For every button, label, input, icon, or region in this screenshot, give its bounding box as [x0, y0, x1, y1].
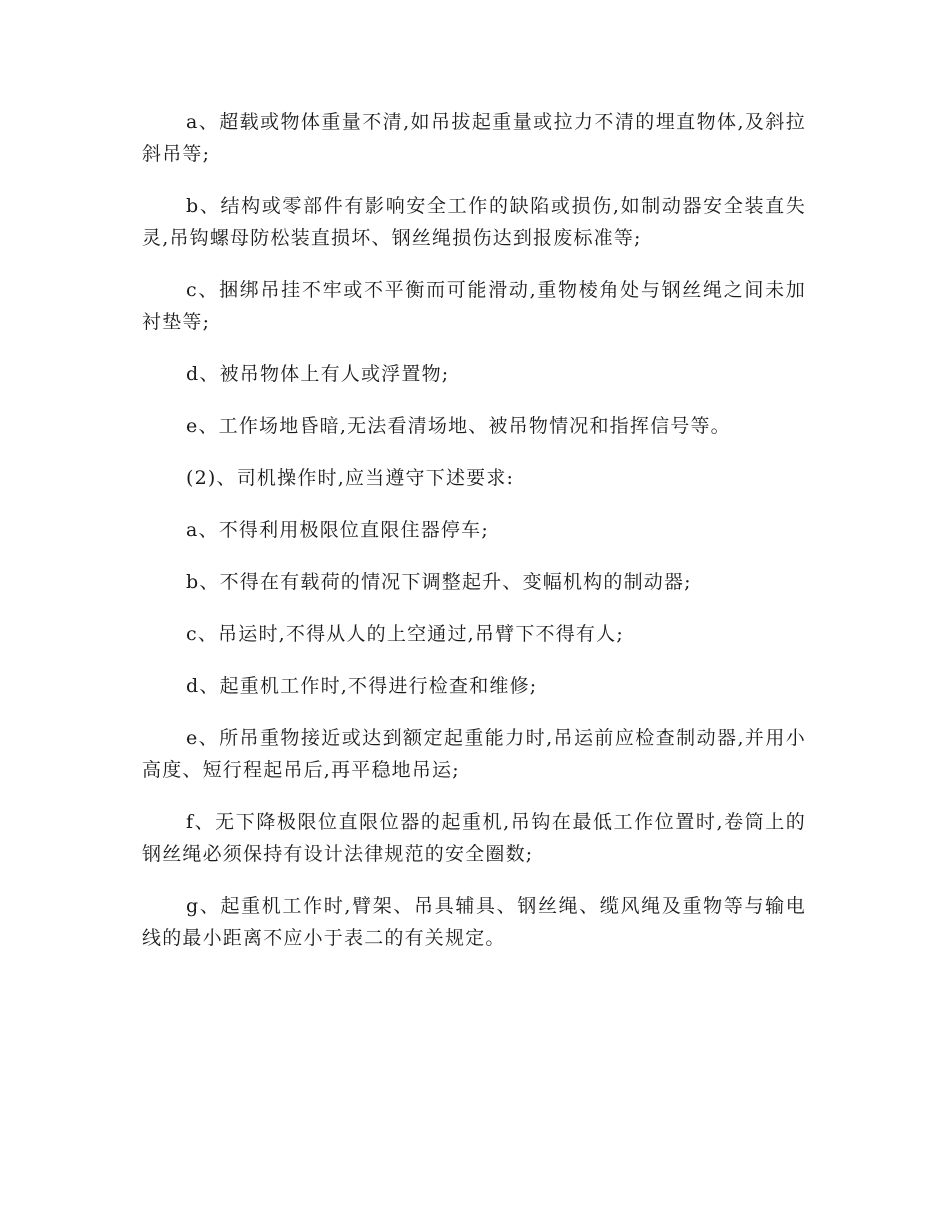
- paragraph-binding: c、捆绑吊挂不牢或不平衡而可能滑动,重物棱角处与钢丝绳之间未加衬垫等;: [142, 279, 806, 333]
- document-page: [142, 106, 806, 954]
- paragraph-no-maintenance: d、起重机工作时,不得进行检查和维修;: [186, 675, 538, 697]
- paragraph-drum-turns: f、无下降极限位直限位器的起重机,吊钩在最低工作位置时,卷筒上的钢丝绳必须保持有设计法律规范的安全圈数;: [142, 811, 806, 865]
- paragraph-dark-site: e、工作场地昏暗,无法看清场地、被吊物情况和指挥信号等。: [186, 415, 731, 437]
- paragraph-power-line-distance: g、起重机工作时,臂架、吊具辅具、钢丝绳、缆风绳及重物等与输电线的最小距离不应小于表二的有关规定。: [142, 895, 806, 949]
- paragraph-structural-defects: b、结构或零部件有影响安全工作的缺陷或损伤,如制动器安全装直失灵,吊钩螺母防松装直损坏、钢丝绳损伤达到报废标准等;: [142, 195, 806, 249]
- paragraph-limit-switch: a、不得利用极限位直限住器停车;: [186, 519, 489, 541]
- paragraph-person-on-load: d、被吊物体上有人或浮置物;: [186, 363, 450, 385]
- paragraph-rated-capacity: e、所吊重物接近或达到额定起重能力时,吊运前应检查制动器,并用小高度、短行程起吊后,再平稳地吊运;: [142, 727, 806, 781]
- paragraph-brake-adjust: b、不得在有载荷的情况下调整起升、变幅机构的制动器;: [186, 571, 692, 593]
- section-heading-operator-requirements: (2)、司机操作时,应当遵守下述要求:: [186, 467, 515, 489]
- paragraph-overload: a、超载或物体重量不清,如吊拔起重量或拉力不清的埋直物体,及斜拉斜吊等;: [142, 111, 806, 165]
- paragraph-overhead-transport: c、吊运时,不得从人的上空通过,吊臂下不得有人;: [186, 623, 624, 645]
